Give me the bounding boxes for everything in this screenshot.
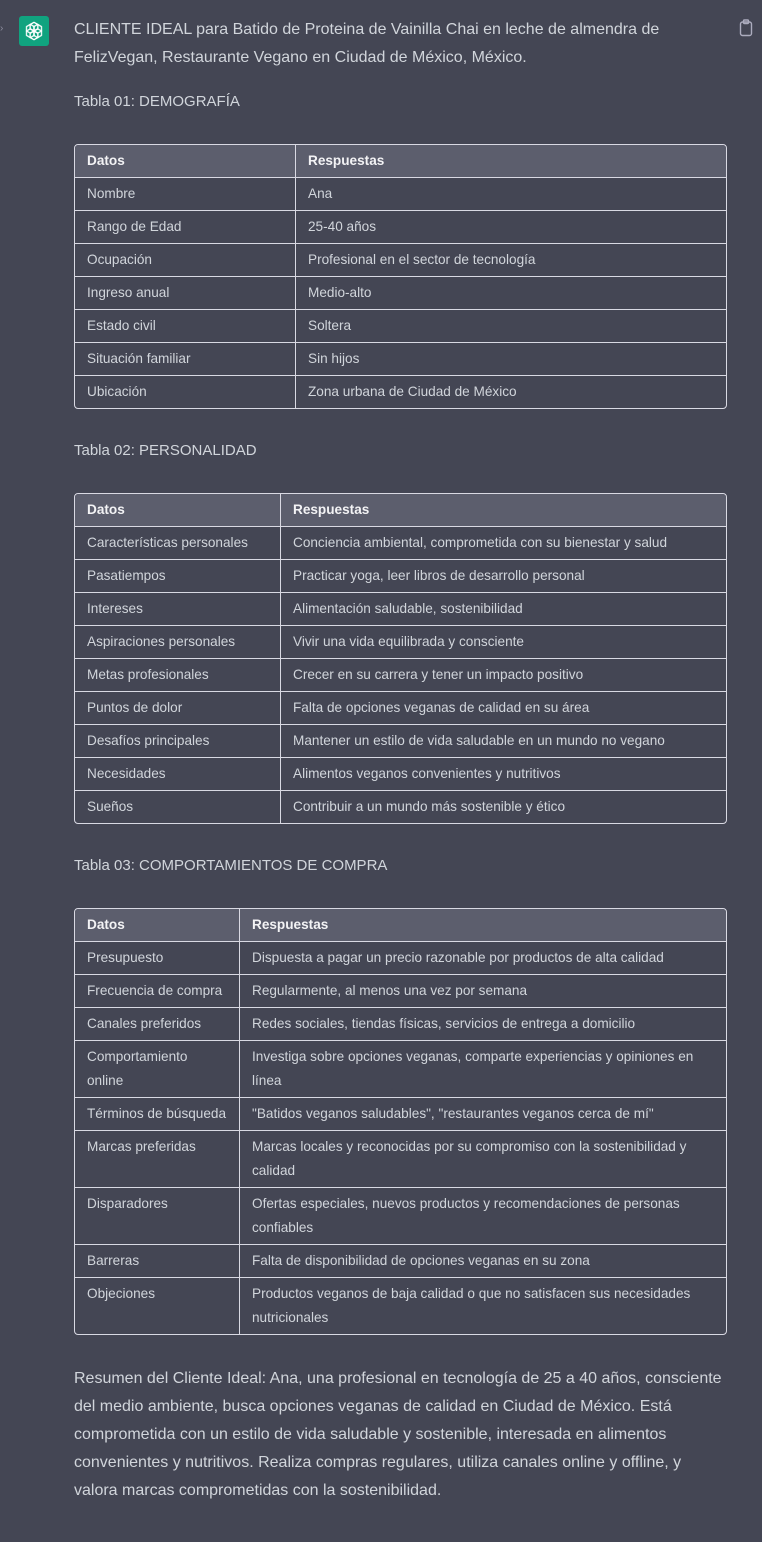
row-label-cell: Canales preferidos	[75, 1008, 240, 1041]
row-value-cell: Profesional en el sector de tecnología	[296, 244, 726, 277]
row-label-cell: Frecuencia de compra	[75, 975, 240, 1008]
row-label-cell: Pasatiempos	[75, 560, 281, 593]
row-value-cell: Mantener un estilo de vida saludable en un mundo no vegano	[281, 725, 726, 758]
row-label-cell: Objeciones	[75, 1278, 240, 1334]
row-value-cell: Alimentos veganos convenientes y nutritivos	[281, 758, 726, 791]
row-value-cell: Marcas locales y reconocidas por su compromiso con la sostenibilidad y calidad	[240, 1131, 726, 1188]
table-row	[75, 659, 726, 692]
row-label-cell: Sueños	[75, 791, 281, 823]
openai-logo-icon	[19, 16, 49, 46]
table-row	[75, 244, 726, 277]
row-value-cell: Dispuesta a pagar un precio razonable por productos de alta calidad	[240, 942, 726, 975]
row-label-cell: Intereses	[75, 593, 281, 626]
table-row	[75, 560, 726, 593]
row-label-cell: Nombre	[75, 178, 296, 211]
table-row	[75, 626, 726, 659]
table-title: Tabla 02: PERSONALIDAD	[74, 442, 257, 459]
row-value-cell: 25-40 años	[296, 211, 726, 244]
table-row	[75, 343, 726, 376]
row-label-cell: Estado civil	[75, 310, 296, 343]
table-row	[75, 1008, 726, 1041]
table-row	[75, 1188, 726, 1245]
row-value-cell: Practicar yoga, leer libros de desarrollo personal	[281, 560, 726, 593]
table-row	[75, 310, 726, 343]
row-value-cell: Falta de disponibilidad de opciones veganas en su zona	[240, 1245, 726, 1278]
table-row	[75, 725, 726, 758]
data-table	[74, 144, 727, 409]
column-header: Respuestas	[296, 145, 726, 178]
table-row	[75, 277, 726, 310]
row-value-cell: Regularmente, al menos una vez por semana	[240, 975, 726, 1008]
row-label-cell: Rango de Edad	[75, 211, 296, 244]
message-summary: Resumen del Cliente Ideal: Ana, una profesional en tecnología de 25 a 40 años, consciente del medio ambiente, busca opciones veganas de calidad en Ciudad de México. Está comprometida con un estilo de vida saludable y sostenible, interesada en alimentos convenientes y nutritivos. Realiza compras regulares, utiliza canales online y offline, y valora marcas comprometidas con la sostenibilidad.	[74, 1370, 722, 1499]
row-value-cell: Redes sociales, tiendas físicas, servicios de entrega a domicilio	[240, 1008, 726, 1041]
row-value-cell: Crecer en su carrera y tener un impacto positivo	[281, 659, 726, 692]
row-value-cell: Conciencia ambiental, comprometida con su bienestar y salud	[281, 527, 726, 560]
table-header-row	[75, 494, 726, 527]
row-label-cell: Aspiraciones personales	[75, 626, 281, 659]
column-header: Respuestas	[240, 909, 726, 942]
column-header: Datos	[75, 494, 281, 527]
column-header: Datos	[75, 145, 296, 178]
row-label-cell: Ingreso anual	[75, 277, 296, 310]
row-value-cell: Zona urbana de Ciudad de México	[308, 384, 517, 399]
data-table	[74, 493, 727, 824]
row-value-cell: Sin hijos	[296, 343, 726, 376]
table-row	[75, 376, 726, 408]
row-value-cell: Soltera	[296, 310, 726, 343]
row-label-cell: Disparadores	[75, 1188, 240, 1245]
table-row	[75, 1278, 726, 1334]
row-value-cell: Ofertas especiales, nuevos productos y recomendaciones de personas confiables	[240, 1188, 726, 1245]
row-label-cell: Desafíos principales	[75, 725, 281, 758]
row-value-cell: Medio-alto	[296, 277, 726, 310]
table-row	[75, 1098, 726, 1131]
table-row	[75, 211, 726, 244]
row-value-cell: Vivir una vida equilibrada y consciente	[281, 626, 726, 659]
row-label-cell: Presupuesto	[75, 942, 240, 975]
assistant-message	[74, 16, 727, 1505]
row-value-cell: Contribuir a un mundo más sostenible y ético	[293, 799, 566, 814]
table-row	[75, 1131, 726, 1188]
row-label-cell: Puntos de dolor	[75, 692, 281, 725]
table-row	[75, 1041, 726, 1098]
table-row	[75, 1245, 726, 1278]
row-label-cell: Ocupación	[75, 244, 296, 277]
row-label-cell: Marcas preferidas	[75, 1131, 240, 1188]
table-row	[75, 791, 726, 823]
table-row	[75, 593, 726, 626]
chevron-right-icon[interactable]: ›	[0, 23, 4, 34]
table-header-row	[75, 909, 726, 942]
table-row	[75, 178, 726, 211]
table-title: Tabla 03: COMPORTAMIENTOS DE COMPRA	[74, 857, 388, 874]
tables-container	[74, 90, 727, 1335]
message-intro: CLIENTE IDEAL para Batido de Proteina de Vainilla Chai en leche de almendra de FelizVegan, Restaurante Vegano en Ciudad de México, México.	[74, 21, 660, 66]
row-label-cell: Términos de búsqueda	[75, 1098, 240, 1131]
table-row	[75, 758, 726, 791]
table-row	[75, 692, 726, 725]
copy-button[interactable]	[738, 19, 754, 37]
table-row	[75, 942, 726, 975]
row-label-cell: Características personales	[75, 527, 281, 560]
clipboard-icon	[738, 19, 754, 37]
row-label-cell: Necesidades	[75, 758, 281, 791]
row-value-cell: "Batidos veganos saludables", "restaurantes veganos cerca de mí"	[240, 1098, 726, 1131]
table-header-row	[75, 145, 726, 178]
row-value-cell: Falta de opciones veganas de calidad en su área	[281, 692, 726, 725]
column-header: Datos	[75, 909, 240, 942]
table-row	[75, 527, 726, 560]
table-row	[75, 975, 726, 1008]
data-table	[74, 908, 727, 1335]
row-value-cell: Investiga sobre opciones veganas, comparte experiencias y opiniones en línea	[240, 1041, 726, 1098]
row-value-cell: Alimentación saludable, sostenibilidad	[281, 593, 726, 626]
row-label-cell: Metas profesionales	[75, 659, 281, 692]
row-label-cell: Comportamiento online	[75, 1041, 240, 1098]
row-value-cell: Productos veganos de baja calidad o que no satisfacen sus necesidades nutricionales	[252, 1286, 691, 1325]
row-label-cell: Barreras	[75, 1245, 240, 1278]
table-title: Tabla 01: DEMOGRAFÍA	[74, 93, 240, 110]
row-label-cell: Situación familiar	[75, 343, 296, 376]
row-label-cell: Ubicación	[75, 376, 296, 408]
column-header: Respuestas	[281, 494, 726, 527]
row-value-cell: Ana	[296, 178, 726, 211]
